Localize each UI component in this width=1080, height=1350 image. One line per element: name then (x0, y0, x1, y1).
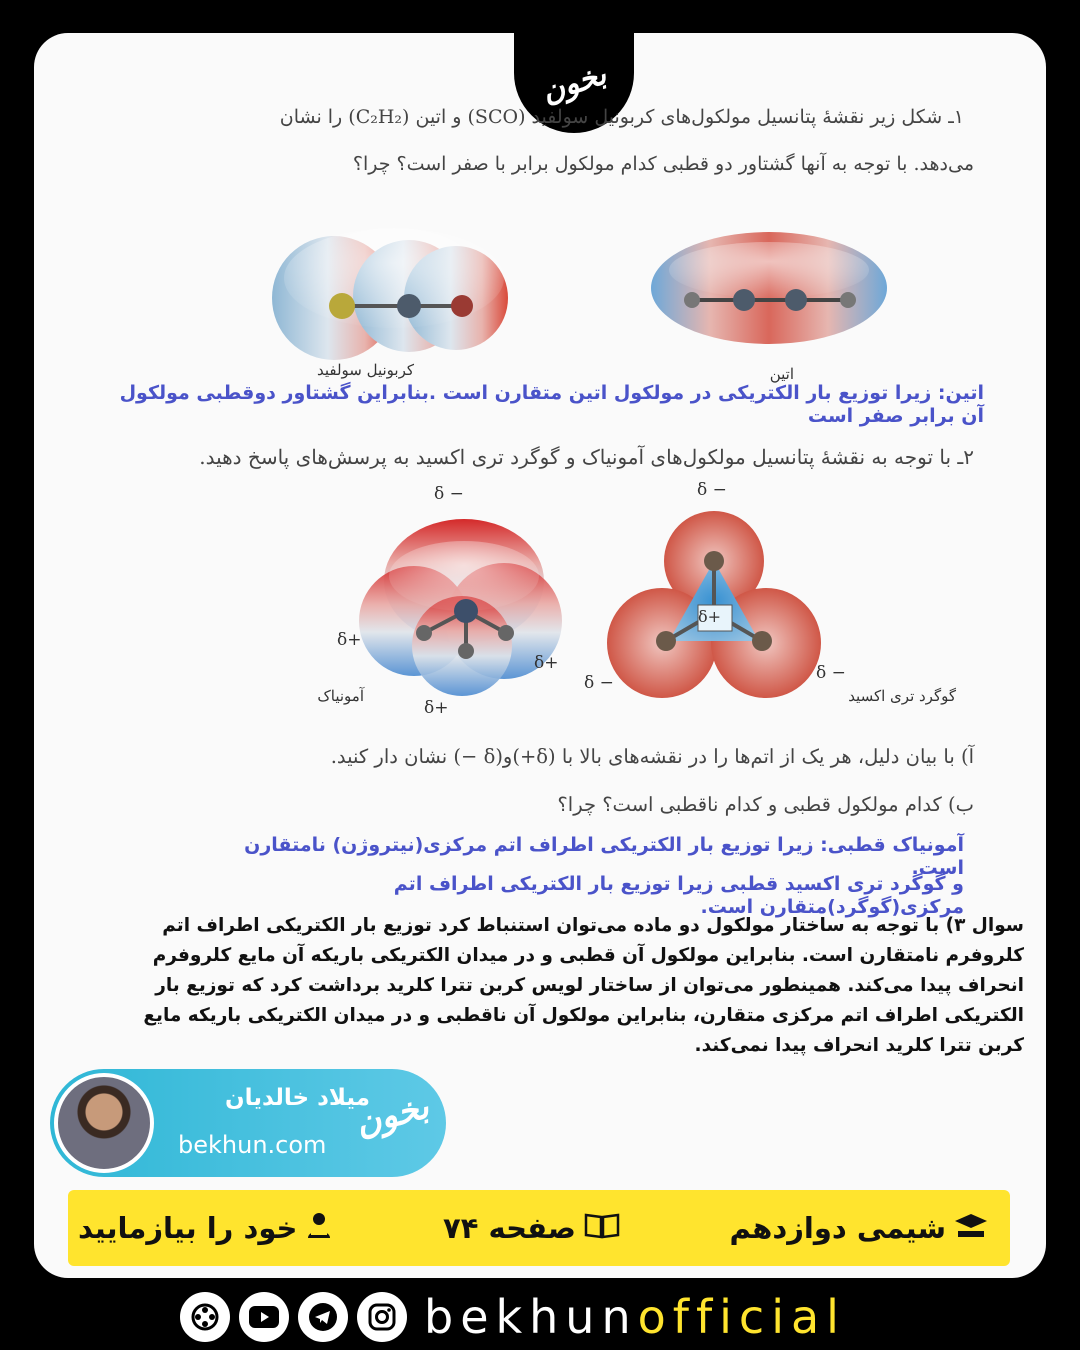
question1-answer: اتین: زیرا توزیع بار الکتریکی در مولکول اتین متقارن است .بنابراین گشتاور دوقطبی مولکول آن برابر صفر است (119, 382, 984, 427)
instagram-icon[interactable] (357, 1292, 407, 1342)
author-profile-pill[interactable] (50, 1069, 446, 1177)
hydrogen-atom-2 (498, 625, 514, 641)
telegram-icon[interactable] (298, 1292, 348, 1342)
aparat-icon[interactable] (180, 1292, 230, 1342)
avatar (54, 1073, 154, 1173)
question2-answer-1: آمونیاک قطبی: زیرا توزیع بار الکتریکی اطراف اتم مرکزی(نیتروژن) نامتقارن است. (244, 834, 964, 879)
question2-part-a: آ) با بیان دلیل، هر یک از اتم‌ها را در نقشه‌های بالا با (δ+)و(δ −) نشان دار کنید. (330, 745, 974, 768)
oxygen-atom-left (656, 631, 676, 651)
question2-answer-2: و گوگرد تری اکسید قطبی زیرا توزیع بار الکتریکی اطراف اتم مرکزی(گوگرد)متقارن است. (393, 873, 964, 918)
c2h2-potential-map (644, 218, 894, 348)
teacher-icon (305, 1211, 333, 1246)
nitrogen-atom (454, 599, 478, 623)
banner-item-test-yourself (78, 1211, 333, 1246)
brand-part1: bekhun (424, 1290, 638, 1344)
nh3-delta-plus-right: δ+ (534, 653, 559, 673)
banner-test-yourself-label: خود را بیازمایید (78, 1211, 298, 1245)
website-link[interactable]: bekhun.com (178, 1131, 327, 1159)
so3-delta-minus-top: δ − (697, 480, 727, 500)
graduation-cap-icon (954, 1211, 988, 1246)
youtube-icon[interactable] (239, 1292, 289, 1342)
hydrogen-atom-3 (458, 643, 474, 659)
banner-item-page (443, 1211, 620, 1246)
nh3-delta-minus: δ − (434, 484, 464, 504)
so3-delta-minus-left: δ − (584, 673, 614, 693)
carbon-atom (397, 294, 421, 318)
carbon-atom-right (785, 289, 807, 311)
nh3-delta-plus-bottom: δ+ (424, 698, 449, 718)
brand-part2: official (637, 1290, 846, 1344)
hydrogen-atom-1 (416, 625, 432, 641)
bekhun-logo-icon: بخون (351, 1086, 434, 1145)
so3-delta-plus: δ+ (698, 607, 722, 626)
so3-potential-map (604, 503, 824, 703)
social-footer (180, 1289, 910, 1345)
content-card (34, 33, 1046, 1278)
question3-answer-paragraph: سوال ۳) با توجه به ساختار مولکول دو ماده می‌توان استنباط کرد توزیع بار الکتریکی اطراف اتم کلروفرم نامتقارن است. بنابراین مولکول آن قطبی و در میدان الکتریکی باریکه آن مایع کلروفرم انحراف پیدا می‌کند. همینطور می‌توان از ساختار لویس کربن تترا کلرید برداشت کرد که توزیع بار الکتریکی اطراف اتم مرکزی متقارن، بنابراین مولکول آن ناقطبی و در میدان الکتریکی باریکه مایع کربن تترا کلرید انحراف پیدا نمی‌کند. (143, 915, 1024, 1056)
label-c2h2: اتین (769, 365, 794, 383)
book-icon (584, 1211, 620, 1246)
sco-potential-map (264, 208, 514, 368)
banner-item-subject (729, 1211, 988, 1246)
hydrogen-atom-right (840, 292, 856, 308)
nh3-delta-plus-left: δ+ (337, 630, 362, 650)
question1-line2: می‌دهد. با توجه به آنها گشتاور دو قطبی کدام مولکول برابر با صفر است؟ چرا؟ (352, 153, 974, 175)
oxygen-atom (451, 295, 473, 317)
oxygen-atom-right (752, 631, 772, 651)
brand-handle (424, 1290, 846, 1344)
carbon-atom-left (733, 289, 755, 311)
question1-line1: ۱ـ شکل زیر نقشهٔ پتانسیل مولکول‌های کربونیل سولفید (SCO) و اتین (C₂H₂) را نشان (279, 106, 964, 128)
so3-delta-minus-right: δ − (816, 663, 846, 683)
label-so3: گوگرد تری اکسید (848, 687, 956, 705)
sulfur-atom (329, 293, 355, 319)
oxygen-atom-top (704, 551, 724, 571)
question2-part-b: ب) کدام مولکول قطبی و کدام ناقطبی است؟ چرا؟ (557, 793, 974, 816)
question2-line1: ۲ـ با توجه به نقشهٔ پتانسیل مولکول‌های آمونیاک و گوگرد تری اکسید به پرسش‌های پاسخ دهید. (199, 445, 974, 469)
lesson-banner (68, 1190, 1010, 1266)
label-sco: کربونیل سولفید (316, 361, 414, 379)
author-name: میلاد خالدیان (225, 1085, 370, 1111)
label-nh3: آمونیاک (317, 687, 364, 705)
bekhun-logo-icon: بخون (520, 33, 628, 137)
banner-subject-label: شیمی دوازدهم (729, 1211, 946, 1245)
hydrogen-atom-left (684, 292, 700, 308)
banner-page-label: صفحه ۷۴ (443, 1211, 576, 1245)
